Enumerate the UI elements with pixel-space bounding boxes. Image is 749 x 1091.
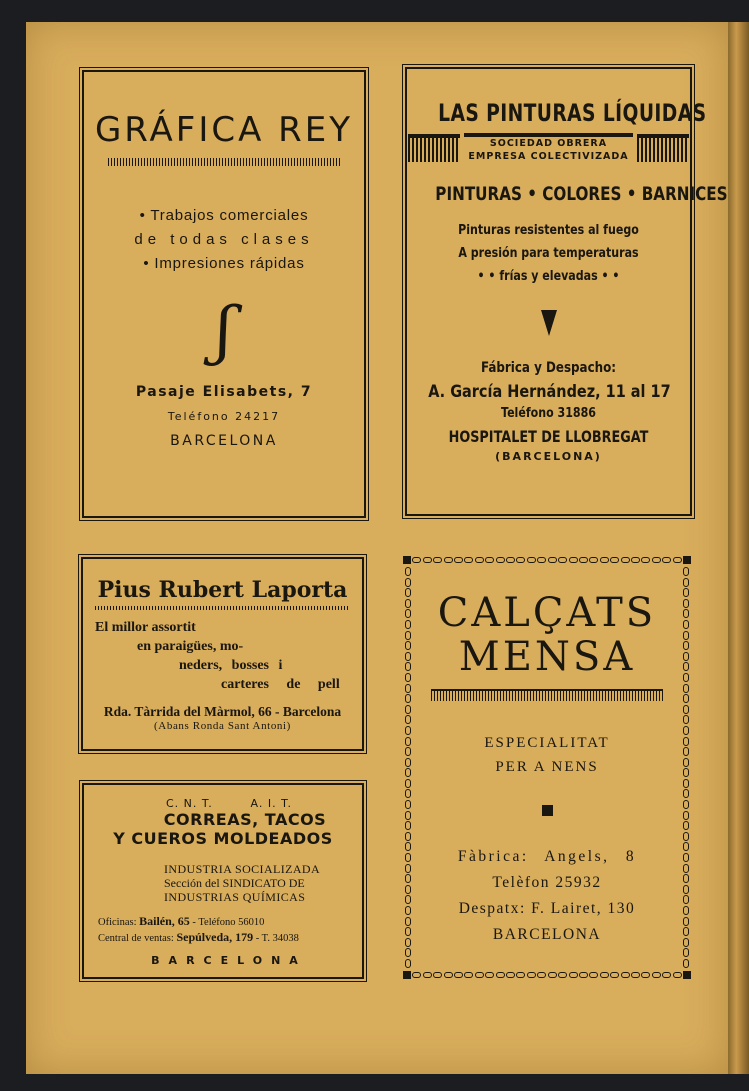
- contact-info: [84, 914, 362, 946]
- chain-link: [464, 557, 473, 563]
- chain-link: [683, 821, 689, 830]
- chain-link: [405, 948, 411, 957]
- province: (BARCELONA): [495, 450, 602, 463]
- phone: Teléfono 31886: [500, 406, 596, 421]
- chain-link: [405, 599, 411, 608]
- down-triangle-icon: [541, 310, 557, 336]
- chain-link: [405, 694, 411, 703]
- decorative-bars: [637, 134, 689, 162]
- chain-link: [485, 972, 494, 978]
- chain-link: [405, 609, 411, 618]
- square-bullet-icon: [542, 805, 553, 816]
- org-line: Sección del SINDICATO DE: [164, 876, 305, 890]
- chain-link: [683, 917, 689, 926]
- chain-link: [405, 853, 411, 862]
- chain-link: [444, 972, 453, 978]
- chain-link: [558, 972, 567, 978]
- former-name: (Abans Ronda Sant Antoni): [154, 720, 291, 732]
- chain-border-right: [681, 567, 691, 968]
- chain-link: [405, 842, 411, 851]
- chain-link: [683, 631, 689, 640]
- page-edge: [728, 22, 749, 1074]
- chain-border-top: [403, 555, 691, 565]
- ad-grafica-rey: [82, 70, 366, 518]
- chain-link: [405, 758, 411, 767]
- city: HOSPITALET DE LLOBREGAT: [448, 427, 649, 446]
- chain-link: [662, 972, 671, 978]
- city: BARCELONA: [492, 926, 602, 943]
- acronym-cnt: C. N. T.: [166, 797, 213, 810]
- feature-line: A presión para temperaturas: [458, 246, 639, 261]
- factory: Fàbrica: Angels, 8: [457, 848, 637, 865]
- chain-link: [405, 588, 411, 597]
- chain-link: [641, 972, 650, 978]
- chain-link: [527, 972, 536, 978]
- chain-link: [673, 557, 682, 563]
- chain-link: [405, 662, 411, 671]
- chain-link: [579, 557, 588, 563]
- phone: Teléfono 24217: [167, 410, 281, 423]
- chain-link: [683, 906, 689, 915]
- chain-link: [405, 885, 411, 894]
- chain-link: [433, 557, 442, 563]
- chain-link: [683, 578, 689, 587]
- ad-title: GRÁFICA REY: [94, 110, 354, 150]
- chain-link: [631, 557, 640, 563]
- ad-title-line: CALÇATS: [437, 590, 657, 636]
- chain-link: [405, 620, 411, 629]
- ad-title: LAS PINTURAS LÍQUIDAS: [438, 99, 707, 127]
- sales-address: Sepúlveda, 179: [176, 930, 254, 944]
- ad-pius-rubert: [81, 557, 364, 751]
- chain-link: [652, 557, 661, 563]
- chain-link: [405, 906, 411, 915]
- chain-link: [537, 557, 546, 563]
- address: Pasaje Elisabets, 7: [135, 384, 313, 400]
- chain-link: [683, 599, 689, 608]
- chain-link: [548, 972, 557, 978]
- ad-pinturas-liquidas: [405, 67, 728, 516]
- chain-link: [662, 557, 671, 563]
- specialty: [423, 731, 671, 779]
- chain-corner: [403, 971, 411, 979]
- chain-link: [683, 652, 689, 661]
- ad-title-line: MENSA: [458, 634, 636, 680]
- coop-line: EMPRESA COLECTIVIZADA: [468, 151, 629, 162]
- chain-link: [683, 726, 689, 735]
- address: Rda. Tàrrida del Màrmol, 66 - Barcelona: [103, 704, 342, 719]
- specialty-line: ESPECIALITAT: [484, 735, 610, 751]
- chain-link: [405, 567, 411, 576]
- offices-label: Oficinas:: [98, 917, 137, 928]
- chain-link: [683, 864, 689, 873]
- chain-link: [454, 972, 463, 978]
- decorative-bars: [408, 134, 460, 162]
- services-list: [84, 204, 364, 276]
- chain-link: [621, 557, 630, 563]
- chain-link: [405, 800, 411, 809]
- address: A. García Hernández, 11 al 17: [428, 382, 671, 402]
- chain-link: [683, 758, 689, 767]
- chain-link: [600, 557, 609, 563]
- chain-link: [683, 938, 689, 947]
- chain-link: [683, 737, 689, 746]
- sales-line: [98, 930, 362, 946]
- chain-link: [683, 641, 689, 650]
- chain-link: [683, 705, 689, 714]
- body-line: carteres de pell: [221, 677, 340, 692]
- chain-link: [683, 779, 689, 788]
- chain-link: [423, 972, 432, 978]
- factory-label: Fábrica y Despacho:: [480, 360, 617, 376]
- body-line: en paraigües, mo-: [137, 639, 244, 654]
- chain-link: [683, 927, 689, 936]
- chain-link: [548, 557, 557, 563]
- feature-line: • • frías y elevadas • •: [477, 269, 620, 284]
- org-line: INDUSTRIAS QUÍMICAS: [164, 890, 306, 904]
- features: [428, 219, 669, 288]
- chain-link: [516, 557, 525, 563]
- chain-link: [641, 557, 650, 563]
- offices-phone: - Teléfono 56010: [192, 917, 265, 928]
- chain-link: [683, 694, 689, 703]
- chain-link: [423, 557, 432, 563]
- chain-link: [506, 557, 515, 563]
- chain-link: [405, 938, 411, 947]
- acronym-ait: A. I. T.: [250, 797, 292, 810]
- chain-link: [610, 972, 619, 978]
- chain-link: [683, 948, 689, 957]
- chain-link: [558, 557, 567, 563]
- chain-link: [405, 684, 411, 693]
- sales-phone: - T. 34038: [255, 933, 299, 944]
- chain-link: [683, 853, 689, 862]
- chain-link: [652, 972, 661, 978]
- chain-link: [405, 705, 411, 714]
- ad-title-line: Y CUEROS MOLDEADOS: [113, 829, 333, 848]
- chain-link: [485, 557, 494, 563]
- contact-info: [423, 844, 671, 948]
- coop-banner: [407, 133, 690, 163]
- ad-body: [95, 618, 350, 694]
- chain-link: [405, 737, 411, 746]
- chain-corner: [683, 971, 691, 979]
- chain-link: [683, 567, 689, 576]
- flourish-symbol: ʃ: [215, 294, 233, 368]
- chain-link: [412, 972, 421, 978]
- chain-link: [683, 811, 689, 820]
- chain-link: [405, 631, 411, 640]
- organization: [84, 862, 362, 904]
- sales-label: Central de ventas:: [98, 933, 174, 944]
- chain-link: [683, 874, 689, 883]
- chain-border-left: [403, 567, 413, 968]
- ad-correas-cnt: [82, 783, 364, 979]
- body-line: neders, bosses i: [179, 658, 283, 673]
- ad-content: [423, 575, 671, 960]
- chain-link: [475, 557, 484, 563]
- coop-line: SOCIEDAD OBRERA: [489, 138, 608, 149]
- chain-link: [683, 895, 689, 904]
- products: PINTURAS • COLORES • BARNICES: [435, 183, 728, 205]
- chain-link: [496, 557, 505, 563]
- coop-text: [464, 133, 632, 163]
- chain-link: [405, 578, 411, 587]
- city: BARCELONA: [170, 433, 278, 449]
- office: Despatx: F. Lairet, 130: [458, 900, 636, 917]
- chain-link: [506, 972, 515, 978]
- union-acronyms: [84, 797, 362, 810]
- chain-link: [683, 842, 689, 851]
- phone: Telèfon 25932: [492, 874, 602, 891]
- chain-border-bottom: [403, 970, 691, 980]
- chain-link: [579, 972, 588, 978]
- chain-link: [589, 557, 598, 563]
- chain-link: [475, 972, 484, 978]
- service-line: de todas clases: [134, 231, 314, 248]
- city: BARCELONA: [151, 954, 307, 967]
- feature-line: Pinturas resistentes al fuego: [458, 223, 639, 238]
- chain-link: [405, 895, 411, 904]
- service-line: • Impresiones rápidas: [143, 255, 305, 272]
- chain-link: [683, 800, 689, 809]
- chain-link: [673, 972, 682, 978]
- chain-link: [405, 789, 411, 798]
- org-line: INDUSTRIA SOCIALIZADA: [164, 862, 321, 876]
- chain-link: [683, 885, 689, 894]
- chain-link: [405, 779, 411, 788]
- chain-link: [683, 662, 689, 671]
- chain-link: [683, 684, 689, 693]
- ad-title-line: CORREAS, TACOS: [163, 810, 327, 829]
- chain-link: [405, 652, 411, 661]
- chain-link: [527, 557, 536, 563]
- chain-link: [405, 832, 411, 841]
- chain-link: [621, 972, 630, 978]
- chain-link: [589, 972, 598, 978]
- ad-calcats-mensa: [403, 555, 691, 980]
- offices-line: [98, 914, 362, 930]
- chain-link: [405, 874, 411, 883]
- chain-corner: [403, 556, 411, 564]
- chain-link: [405, 959, 411, 968]
- chain-link: [683, 789, 689, 798]
- chain-link: [537, 972, 546, 978]
- chain-link: [683, 588, 689, 597]
- chain-link: [516, 972, 525, 978]
- decorative-rule: [95, 606, 350, 610]
- chain-link: [405, 927, 411, 936]
- ad-title: Pius Rubert Laporta: [97, 577, 348, 603]
- chain-link: [683, 747, 689, 756]
- body-line: El millor assortit: [95, 620, 196, 635]
- decorative-rule: [431, 689, 663, 701]
- chain-link: [405, 811, 411, 820]
- chain-link: [405, 917, 411, 926]
- chain-link: [405, 768, 411, 777]
- chain-link: [433, 972, 442, 978]
- decorative-rule: [108, 158, 340, 166]
- chain-link: [569, 972, 578, 978]
- chain-link: [683, 609, 689, 618]
- chain-link: [683, 673, 689, 682]
- chain-link: [405, 821, 411, 830]
- chain-link: [405, 747, 411, 756]
- chain-link: [454, 557, 463, 563]
- chain-link: [405, 864, 411, 873]
- chain-link: [683, 832, 689, 841]
- chain-link: [412, 557, 421, 563]
- chain-link: [405, 673, 411, 682]
- offices-address: Bailén, 65: [139, 914, 190, 928]
- chain-link: [683, 620, 689, 629]
- chain-link: [610, 557, 619, 563]
- chain-link: [444, 557, 453, 563]
- chain-link: [405, 726, 411, 735]
- chain-link: [683, 768, 689, 777]
- chain-link: [600, 972, 609, 978]
- chain-corner: [683, 556, 691, 564]
- chain-link: [405, 641, 411, 650]
- chain-link: [569, 557, 578, 563]
- service-line: • Trabajos comerciales: [139, 207, 309, 224]
- chain-link: [405, 715, 411, 724]
- specialty-line: PER A NENS: [495, 759, 599, 775]
- chain-link: [631, 972, 640, 978]
- chain-link: [683, 959, 689, 968]
- chain-link: [496, 972, 505, 978]
- chain-link: [464, 972, 473, 978]
- chain-link: [683, 715, 689, 724]
